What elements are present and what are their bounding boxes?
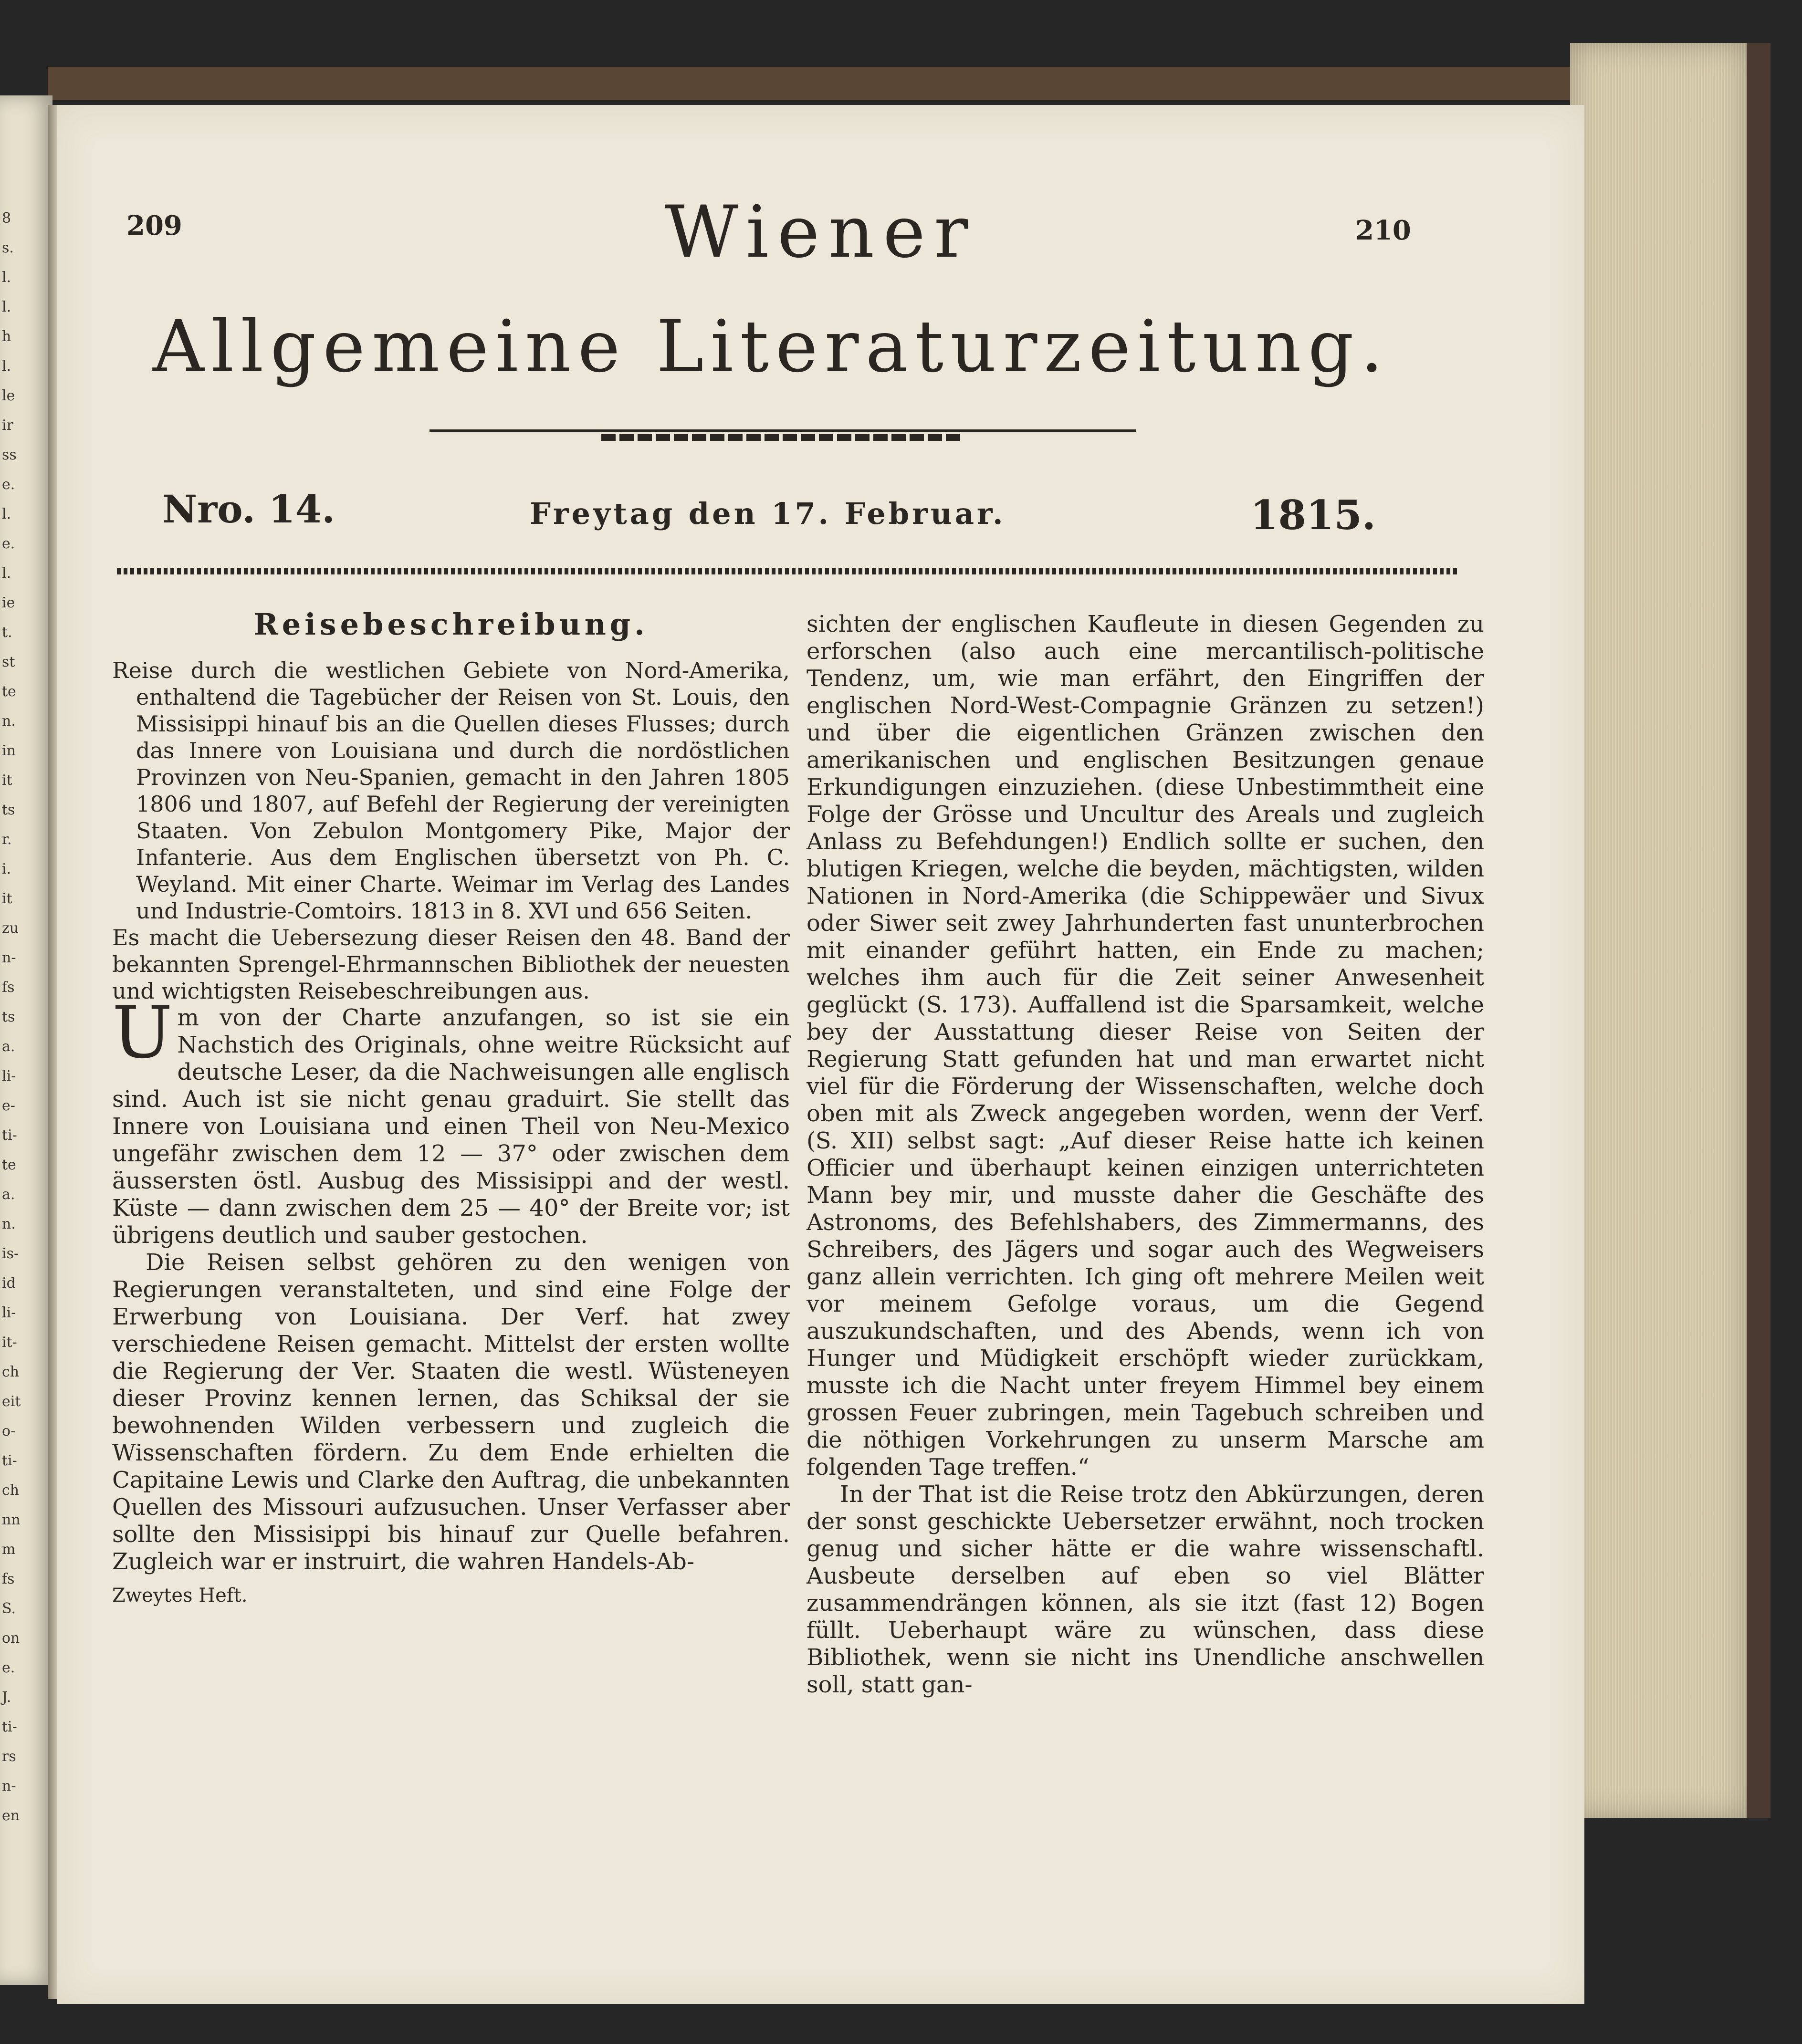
left-page-text-fragment: e. [2, 1659, 15, 1676]
left-page-text-fragment: a. [2, 1186, 15, 1203]
left-page-text-fragment: s. [2, 240, 14, 256]
left-page-text-fragment: le [2, 387, 15, 404]
left-page-text-fragment: rs [2, 1748, 16, 1765]
left-page-text-fragment: it- [2, 1334, 17, 1351]
left-page-text-fragment: ch [2, 1482, 20, 1499]
section-title: Reisebeschreibung. [253, 607, 649, 642]
page-number-left: 209 [126, 210, 182, 241]
book-page-edges [1570, 43, 1771, 1818]
left-page-text-fragment: l. [2, 358, 11, 375]
left-page-text-fragment: ir [2, 417, 13, 434]
left-page-text-fragment: li- [2, 1068, 16, 1085]
left-page-text-fragment: l. [2, 299, 11, 315]
left-page-text-fragment: te [2, 683, 16, 700]
left-page-text-fragment: n- [2, 949, 16, 966]
left-page-text-fragment: J. [2, 1689, 11, 1706]
header-divider [117, 568, 1458, 574]
signature-line: Zweytes Heft. [112, 1585, 248, 1606]
left-page-text-fragment: is- [2, 1245, 19, 1262]
paragraph: In der That ist die Reise trotz den Abkürzungen, deren der sonst geschickte Uebersetzer erwähnt, noch trocken genug und sicher hätte er die wahre wissenschaftl. Ausbeute derselben auf eben so viel Blätter zusammendrängen können, als sie itzt (fast 12) Bogen füllt. Ueberhaupt wäre zu wünschen, dass diese Bibliothek, wenn sie nicht ins Unendliche anschwellen soll, statt gan- [807, 1481, 1484, 1698]
left-page-text-fragment: en [2, 1807, 20, 1824]
left-page-text-fragment: a. [2, 1038, 15, 1055]
masthead-title-line1: Wiener [665, 191, 977, 274]
left-page-text-fragment: n- [2, 1778, 16, 1794]
left-page-text-fragment: fs [2, 1571, 15, 1587]
left-page-text-fragment: zu [2, 920, 19, 937]
paragraph: sichten der englischen Kaufleute in diesen Gegenden zu erforschen (also auch eine mercantilisch-politische Tendenz, um, wie man erfährt, den Eingriffen der englischen Nord-West-Compagnie Gränzen zu setzen!) und über die eigentlichen Gränzen zwischen den amerikanischen und englischen Besitzungen genaue Erkundigungen einzuziehen. (diese Unbestimmtheit eine Folge der Grösse und Uncultur des Areals und zugleich Anlass zu Befehdungen!) Endlich sollte er suchen, den blutigen Kriegen, welche die beyden, mächtigsten, wilden Nationen in Nord-Amerika (die Schippewäer und Sivux oder Siwer seit zwey Jahrhunderten fast ununterbrochen mit einander geführt hatten, ein Ende zu machen; welches ihm auch für die Zeit seiner Anwesenheit geglückt (S. 173). Auffallend ist die Sparsamkeit, welche bey der Ausstattung dieser Reise von Seiten der Regierung Statt gefunden hat und man erwartet nicht viel für die Förderung der Wissenschaften, welche doch oben mit als Zweck angegeben worden, wenn der Verf. (S. XII) selbst sagt: „Auf dieser Reise hatte ich keinen Officier und überhaupt keinen einzigen unterrichteten Mann bey mir, und musste daher die Geschäfte des Astronoms, des Befehlshabers, des Zimmermanns, des Schreibers, des Jägers und sogar auch des Wegweisers ganz allein verrichten. Ich ging oft mehrere Meilen weit vor meinem Gefolge voraus, um die Gegend auszukundschaften, und des Abends, wenn ich von Hunger und Müdigkeit erschöpft wieder zurückkam, musste ich die Nacht unter freyem Himmel bey einem grossen Feuer zubringen, mein Tagebuch schreiben und die nöthigen Vorkehrungen zu unserm Marsche am folgenden Tage treffen.“ [807, 611, 1484, 1481]
paragraph: Die Reisen selbst gehören zu den wenigen von Regierungen veranstalteten, und sind eine Folge der Erwerbung von Louisiana. Der Verf. hat zwey verschiedene Reisen gemacht. Mittelst der ersten wollte die Regierung der Ver. Staaten die westl. Wüsteneyen dieser Provinz kennen lernen, das Schiksal der sie bewohnenden Wilden verbessern und zugleich die Wissenschaften fördern. Zu dem Ende erhielten die Capitaine Lewis und Clarke den Auftrag, die unbekannten Quellen des Missouri aufzusuchen. Unser Verfasser aber sollte den Missisippi bis hinauf zur Quelle befahren. Zugleich war er instruirt, die wahren Handels-Ab- [112, 1249, 790, 1575]
left-page-text-fragment: 8 [2, 210, 11, 227]
left-page-text-fragment: n. [2, 1216, 16, 1232]
newspaper-page [57, 105, 1584, 2004]
left-page-text-fragment: it [2, 890, 12, 907]
left-page-text-fragment: l. [2, 269, 11, 286]
left-page-text-fragment: ti- [2, 1127, 17, 1144]
left-page-fragment [0, 95, 52, 1985]
book-cover-top [48, 67, 1680, 100]
left-page-text-fragment: e. [2, 535, 15, 552]
left-page-text-fragment: ss [2, 447, 17, 463]
paragraph: Um von der Charte anzufangen, so ist sie ein Nachstich des Originals, ohne weitre Rücksicht auf deutsche Leser, da die Nachweisungen alle englisch sind. Auch ist sie nicht genau graduirt. Sie stellt das Innere von Louisiana und einen Theil von Neu-Mexico ungefähr zwischen dem 12 — 37° oder zwischen dem äussersten östl. Ausbug des Missisippi and der westl. Küste — dann zwischen dem 25 — 40° der Breite vor; ist übrigens deutlich und sauber gestochen. [112, 991, 790, 1249]
left-page-text-fragment: r. [2, 831, 12, 848]
left-column [112, 607, 790, 1609]
left-page-text-fragment: ti- [2, 1452, 17, 1469]
left-page-text-fragment: te [2, 1157, 16, 1173]
left-page-text-fragment: o- [2, 1423, 16, 1439]
left-page-text-fragment: l. [2, 565, 11, 582]
left-page-text-fragment: n. [2, 713, 16, 730]
left-page-text-fragment: i. [2, 861, 11, 877]
left-page-text-fragment: it [2, 772, 12, 789]
left-page-text-fragment: e. [2, 476, 15, 493]
left-page-text-fragment: ie [2, 594, 15, 611]
page-number-right: 210 [1355, 215, 1411, 246]
left-page-text-fragment: on [2, 1630, 20, 1647]
left-page-text-fragment: h [2, 328, 11, 345]
left-page-text-fragment: ch [2, 1364, 20, 1380]
left-page-text-fragment: t. [2, 624, 12, 641]
left-page-text-fragment: S. [2, 1600, 16, 1617]
left-page-text-fragment: st [2, 654, 15, 670]
issue-year: 1815. [1250, 491, 1376, 539]
review-entry: Reise durch die westlichen Gebiete von Nord-Amerika, enthaltend die Tagebücher der Reisen von St. Louis, den Missisippi hinauf bis an die Quellen dieses Flusses; durch das Innere von Louisiana und durch die nordöstlichen Provinzen von Neu-Spanien, gemacht in den Jahren 1805 1806 und 1807, auf Befehl der Regierung der vereinigten Staaten. Von Zebulon Montgomery Pike, Major der Infanterie. Aus dem Englischen übersetzt von Ph. C. Weyland. Mit einer Charte. Weimar im Verlag des Landes und Industrie-Comtoirs. 1813 in 8. XVI und 656 Seiten. [112, 657, 790, 924]
left-page-text-fragment: m [2, 1541, 16, 1558]
left-page-text-fragment: li- [2, 1304, 16, 1321]
masthead-ornament [430, 429, 1136, 441]
left-page-text-fragment: ts [2, 1009, 15, 1025]
left-page-text-fragment: nn [2, 1512, 21, 1528]
left-page-text-fragment: id [2, 1275, 16, 1292]
left-page-text-fragment: l. [2, 506, 11, 522]
masthead-title-line2: Allgemeine Literaturzeitung. [153, 305, 1390, 388]
issue-number: Nro. 14. [162, 487, 335, 532]
left-page-text-fragment: fs [2, 979, 15, 996]
left-page-text-fragment: ti- [2, 1719, 17, 1735]
left-page-text-fragment: e- [2, 1097, 15, 1114]
left-page-text-fragment: ts [2, 802, 15, 818]
issue-date: Freytag den 17. Februar. [530, 496, 1006, 531]
right-column [807, 611, 1484, 1699]
drop-cap: U [112, 991, 173, 1074]
series-note: Es macht die Uebersezung dieser Reisen den 48. Band der bekannten Sprengel-Ehrmannschen Bibliothek der neuesten und wichtigsten Reisebeschreibungen aus. [112, 925, 790, 1004]
left-page-text-fragment: eit [2, 1393, 21, 1410]
left-page-text-fragment: in [2, 742, 16, 759]
